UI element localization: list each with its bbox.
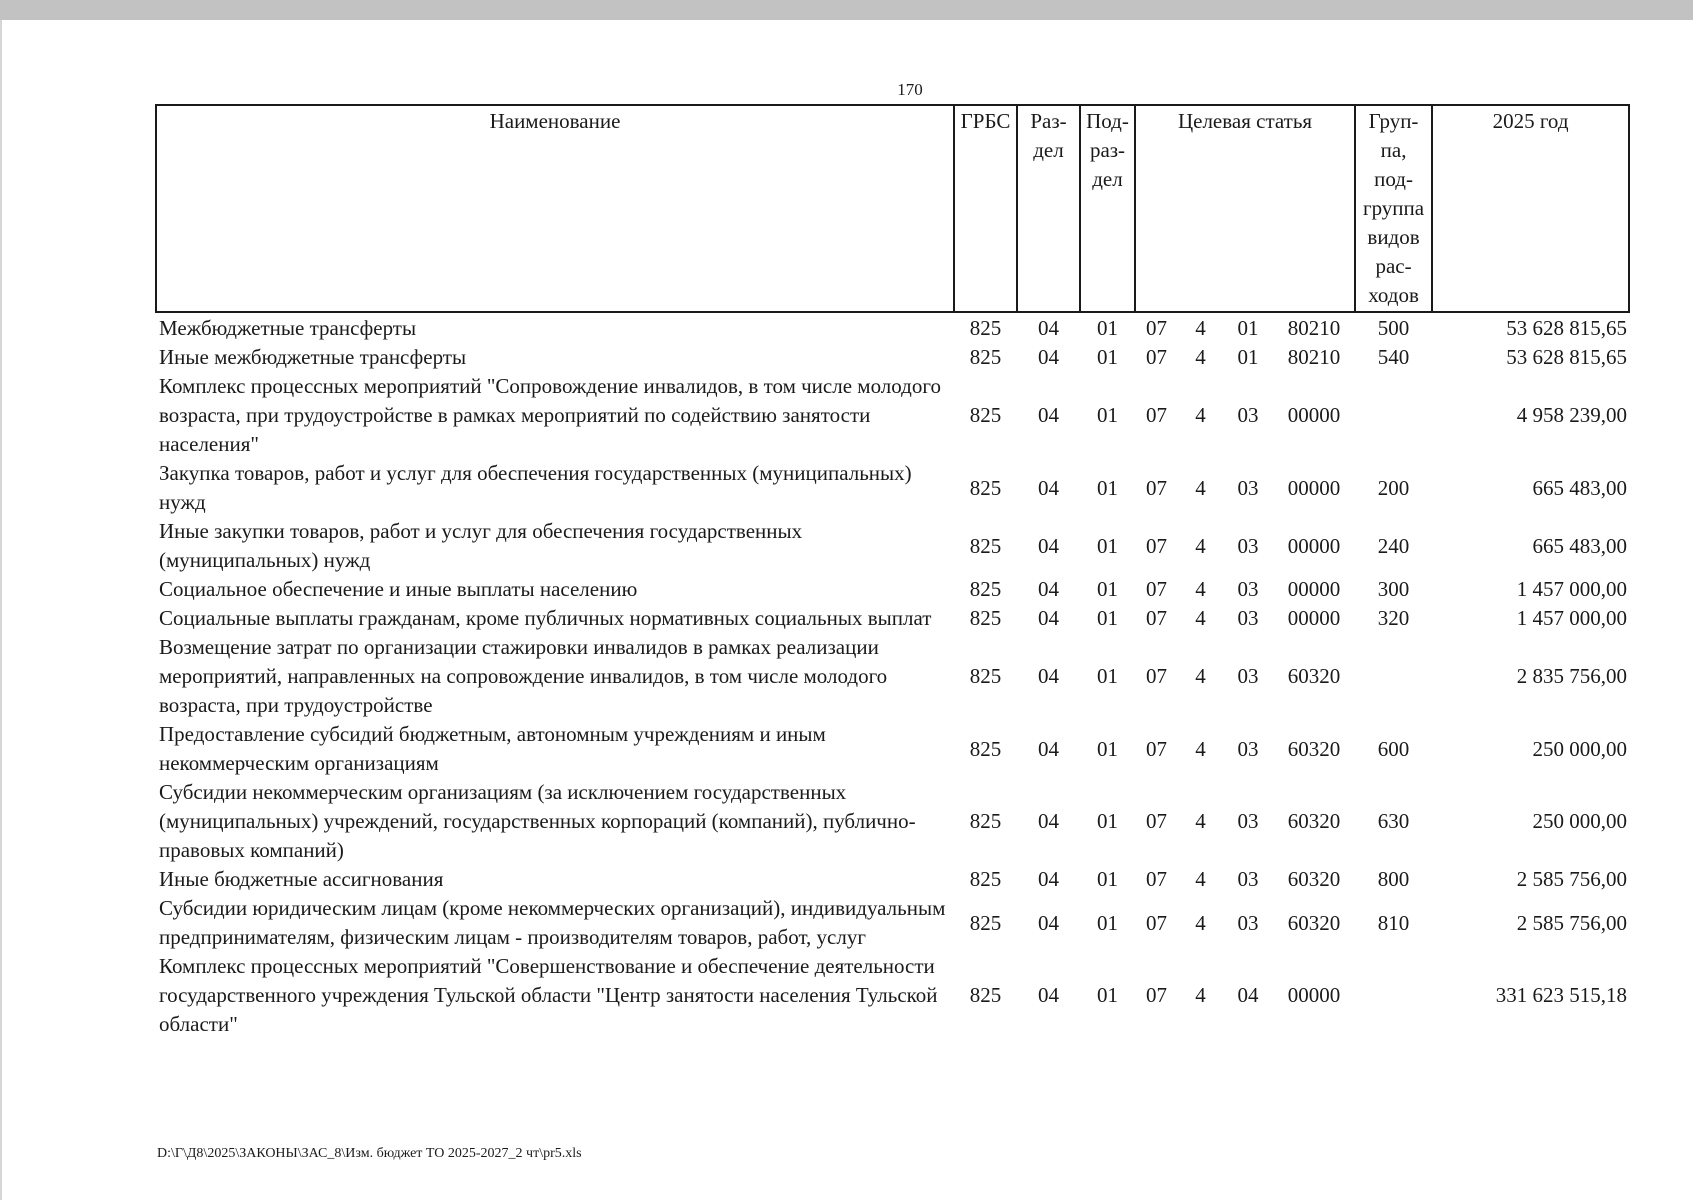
row-expense-group: 300 (1377, 577, 1410, 601)
row-target-type: 4 (1195, 664, 1206, 688)
row-target-type: 4 (1195, 983, 1206, 1007)
row-razdel: 04 (1038, 475, 1059, 500)
row-target-type: 4 (1195, 345, 1206, 369)
row-grbs: 825 (969, 867, 1002, 891)
row-target-program: 07 (1146, 736, 1167, 761)
row-amount-2025: 665 483,00 (1532, 533, 1628, 558)
row-amount-2025: 2 835 756,00 (1516, 664, 1628, 688)
row-target-complex: 01 (1237, 316, 1259, 340)
row-name: Иные межбюджетные трансферты (159, 345, 467, 369)
row-target-type: 4 (1195, 316, 1206, 340)
scan-top-border (0, 0, 1693, 20)
header-podrazdel: Под- раз- дел (1080, 105, 1135, 312)
file-path-footer: D:\Г\Д8\2025\ЗАКОНЫ\ЗАС_8\Изм. бюджет ТО 2025-2027_2 чт\pr5.xls (157, 1146, 582, 1161)
row-target-type: 4 (1195, 475, 1206, 500)
row-grbs: 825 (969, 664, 1002, 688)
row-name: Субсидии юридическим лицам (кроме некоммерческих организаций), индивидуальным предпринимателям, физическим лицам - производителям товаров, работ, услуг (159, 896, 946, 949)
header-expense-group: Груп- па, под- группа видов рас- ходов (1355, 105, 1432, 312)
header-razdel: Раз- дел (1017, 105, 1080, 312)
row-target-type: 4 (1195, 403, 1206, 427)
header-year-2025: 2025 год (1432, 105, 1629, 312)
row-target-program: 07 (1146, 533, 1167, 558)
row-target-direction: 60320 (1287, 809, 1341, 833)
row-target-program: 07 (1146, 475, 1167, 500)
row-razdel: 04 (1038, 983, 1059, 1007)
row-amount-2025: 53 628 815,65 (1506, 345, 1628, 369)
row-target-type: 4 (1195, 533, 1206, 558)
row-amount-2025: 250 000,00 (1532, 809, 1628, 833)
row-name: Социальное обеспечение и иные выплаты населению (159, 577, 638, 601)
row-expense-group: 240 (1377, 533, 1410, 558)
row-target-type: 4 (1195, 809, 1206, 833)
row-podrazdel: 01 (1097, 867, 1118, 891)
row-target-complex: 03 (1237, 910, 1259, 935)
row-podrazdel: 01 (1097, 316, 1118, 340)
row-expense-group (1355, 952, 1432, 1039)
row-target-program: 07 (1146, 345, 1167, 369)
row-grbs: 825 (969, 533, 1002, 558)
row-razdel: 04 (1038, 736, 1059, 761)
row-name: Комплекс процессных мероприятий "Совершенствование и обеспечение деятельности государственного учреждения Тульской области "Центр занятости населения Тульской области" (159, 954, 938, 1036)
row-grbs: 825 (969, 736, 1002, 761)
table-header-row (156, 105, 1629, 312)
row-target-direction: 00000 (1287, 606, 1341, 630)
row-podrazdel: 01 (1097, 475, 1118, 500)
row-podrazdel: 01 (1097, 577, 1118, 601)
row-target-direction: 60320 (1287, 867, 1341, 891)
row-target-direction: 80210 (1287, 316, 1341, 340)
row-target-type: 4 (1195, 577, 1206, 601)
row-name: Комплекс процессных мероприятий "Сопровождение инвалидов, в том числе молодого возраста, при трудоустройстве в рамках мероприятий по содействию занятости населения" (159, 374, 941, 456)
scan-left-border (0, 20, 2, 1200)
row-name: Иные закупки товаров, работ и услуг для обеспечения государственных (муниципальных) нужд (159, 519, 803, 572)
row-expense-group: 630 (1377, 809, 1410, 833)
row-grbs: 825 (969, 577, 1002, 601)
row-target-complex: 01 (1237, 345, 1259, 369)
row-target-direction: 00000 (1287, 983, 1341, 1007)
row-target-direction: 60320 (1287, 736, 1341, 761)
row-expense-group: 200 (1377, 475, 1410, 500)
row-amount-2025: 250 000,00 (1532, 736, 1628, 761)
row-target-program: 07 (1146, 403, 1167, 427)
header-name: Наименование (156, 105, 954, 312)
table-row (156, 865, 1629, 894)
row-target-direction: 60320 (1287, 910, 1341, 935)
row-target-complex: 03 (1237, 606, 1259, 630)
row-target-direction: 60320 (1287, 664, 1341, 688)
row-target-program: 07 (1146, 606, 1167, 630)
table-row (156, 604, 1629, 633)
row-target-type: 4 (1195, 606, 1206, 630)
row-podrazdel: 01 (1097, 533, 1118, 558)
row-podrazdel: 01 (1097, 736, 1118, 761)
row-target-complex: 03 (1237, 403, 1259, 427)
row-expense-group: 540 (1377, 345, 1410, 369)
row-podrazdel: 01 (1097, 664, 1118, 688)
row-expense-group (1355, 372, 1432, 459)
row-grbs: 825 (969, 316, 1002, 340)
table-row (156, 517, 1629, 575)
row-target-program: 07 (1146, 316, 1167, 340)
row-expense-group: 810 (1377, 910, 1410, 935)
row-razdel: 04 (1038, 577, 1059, 601)
row-target-program: 07 (1146, 910, 1167, 935)
row-target-direction: 00000 (1287, 577, 1341, 601)
row-name: Закупка товаров, работ и услуг для обеспечения государственных (муниципальных) нужд (159, 461, 912, 514)
row-amount-2025: 1 457 000,00 (1516, 606, 1628, 630)
row-target-program: 07 (1146, 809, 1167, 833)
row-target-direction: 00000 (1287, 475, 1341, 500)
row-expense-group (1355, 633, 1432, 720)
row-razdel: 04 (1038, 316, 1059, 340)
row-podrazdel: 01 (1097, 809, 1118, 833)
row-razdel: 04 (1038, 606, 1059, 630)
row-target-complex: 03 (1237, 867, 1259, 891)
row-name: Межбюджетные трансферты (159, 316, 417, 340)
row-target-complex: 03 (1237, 577, 1259, 601)
row-razdel: 04 (1038, 345, 1059, 369)
row-grbs: 825 (969, 345, 1002, 369)
row-target-type: 4 (1195, 910, 1206, 935)
table-body (156, 312, 1629, 1039)
row-target-complex: 03 (1237, 736, 1259, 761)
header-target-article: Целевая статья (1135, 105, 1355, 312)
row-grbs: 825 (969, 910, 1002, 935)
table-row (156, 720, 1629, 778)
page-number: 170 (897, 80, 923, 99)
row-amount-2025: 2 585 756,00 (1516, 910, 1628, 935)
row-grbs: 825 (969, 606, 1002, 630)
table-row (156, 312, 1629, 343)
row-target-complex: 03 (1237, 664, 1259, 688)
row-amount-2025: 4 958 239,00 (1516, 403, 1628, 427)
row-razdel: 04 (1038, 867, 1059, 891)
row-expense-group: 320 (1377, 606, 1410, 630)
row-name: Предоставление субсидий бюджетным, автономным учреждениям и иным некоммерческим организациям (159, 722, 826, 775)
row-razdel: 04 (1038, 533, 1059, 558)
row-target-direction: 00000 (1287, 533, 1341, 558)
row-grbs: 825 (969, 475, 1002, 500)
table-row (156, 459, 1629, 517)
row-podrazdel: 01 (1097, 403, 1118, 427)
row-name: Иные бюджетные ассигнования (159, 867, 444, 891)
budget-table (155, 104, 1630, 1039)
table-row (156, 575, 1629, 604)
row-podrazdel: 01 (1097, 910, 1118, 935)
table-row (156, 633, 1629, 720)
row-amount-2025: 1 457 000,00 (1516, 577, 1628, 601)
row-name: Субсидии некоммерческим организациям (за исключением государственных (муниципальных) учреждений, государственных корпораций (компаний), публично-правовых компаний) (159, 780, 916, 862)
row-name: Возмещение затрат по организации стажировки инвалидов в рамках реализации мероприятий, направленных на сопровождение инвалидов, в том числе молодого возраста, при трудоустройстве (159, 635, 888, 717)
row-grbs: 825 (969, 809, 1002, 833)
table-row (156, 894, 1629, 952)
table-row (156, 952, 1629, 1039)
row-target-type: 4 (1195, 736, 1206, 761)
row-target-direction: 80210 (1287, 345, 1341, 369)
row-razdel: 04 (1038, 664, 1059, 688)
row-podrazdel: 01 (1097, 983, 1118, 1007)
table-row (156, 778, 1629, 865)
row-target-type: 4 (1195, 867, 1206, 891)
row-name: Социальные выплаты гражданам, кроме публичных нормативных социальных выплат (159, 606, 932, 630)
row-razdel: 04 (1038, 403, 1059, 427)
row-target-complex: 03 (1237, 809, 1259, 833)
row-target-complex: 03 (1237, 475, 1259, 500)
row-grbs: 825 (969, 403, 1002, 427)
row-amount-2025: 331 623 515,18 (1495, 983, 1628, 1007)
row-amount-2025: 2 585 756,00 (1516, 867, 1628, 891)
row-expense-group: 600 (1377, 736, 1410, 761)
row-razdel: 04 (1038, 809, 1059, 833)
row-amount-2025: 53 628 815,65 (1506, 316, 1628, 340)
row-target-direction: 00000 (1287, 403, 1341, 427)
row-target-complex: 04 (1237, 983, 1259, 1007)
row-target-program: 07 (1146, 867, 1167, 891)
row-amount-2025: 665 483,00 (1532, 475, 1628, 500)
table-row (156, 343, 1629, 372)
row-target-program: 07 (1146, 664, 1167, 688)
row-grbs: 825 (969, 983, 1002, 1007)
header-grbs: ГРБС (954, 105, 1017, 312)
row-razdel: 04 (1038, 910, 1059, 935)
row-podrazdel: 01 (1097, 345, 1118, 369)
row-target-program: 07 (1146, 577, 1167, 601)
row-expense-group: 500 (1377, 316, 1410, 340)
table-row (156, 372, 1629, 459)
row-target-complex: 03 (1237, 533, 1259, 558)
row-podrazdel: 01 (1097, 606, 1118, 630)
row-expense-group: 800 (1377, 867, 1410, 891)
row-target-program: 07 (1146, 983, 1167, 1007)
